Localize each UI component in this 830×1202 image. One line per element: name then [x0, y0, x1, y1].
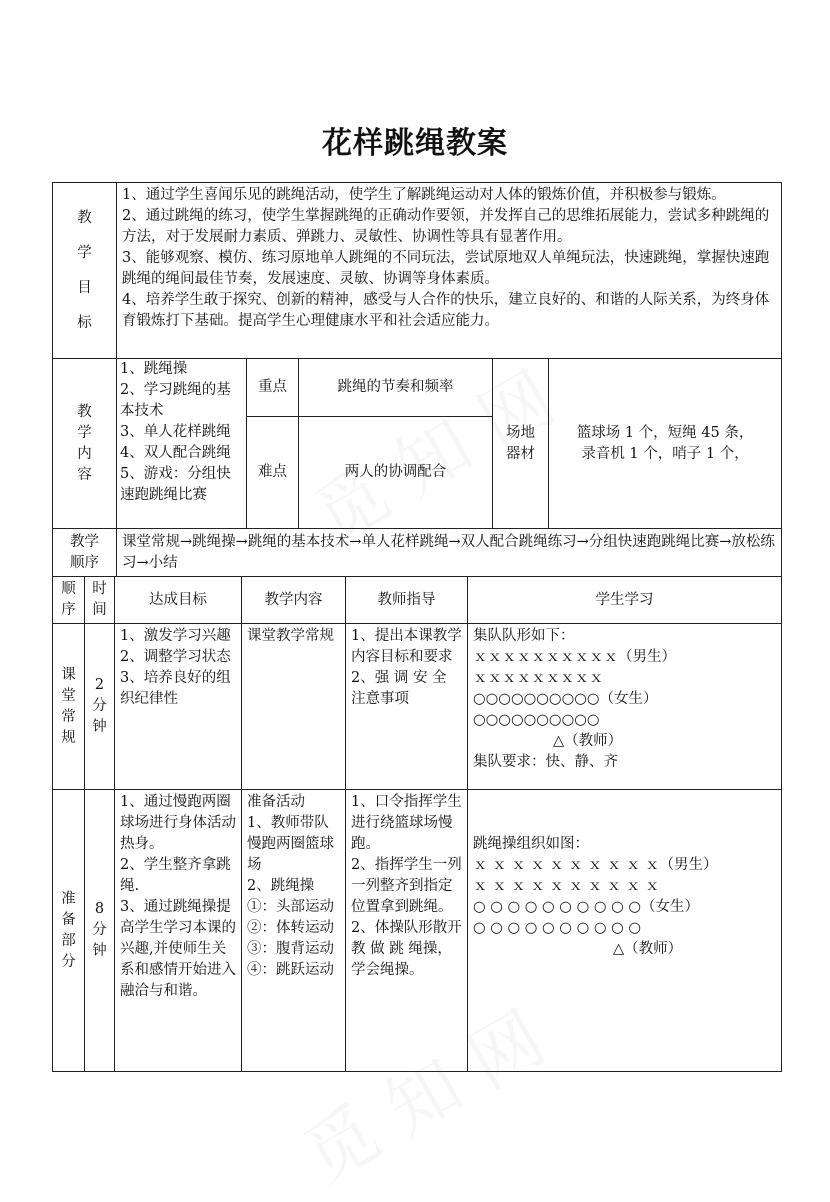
procedure-table — [52, 576, 782, 1072]
col-goal: 达成目标 — [115, 577, 242, 624]
section-time: 8 分 钟 — [85, 790, 115, 1072]
difficulty: 两人的协调配合 — [299, 417, 493, 529]
content-cell: 准备活动 1、教师带队慢跑两圈篮球场 2、跳绳操 ①：头部运动 ②：体转运动 ③：腹背运动 ④：跳跃运动 — [242, 790, 346, 1072]
col-order: 顺 序 — [53, 577, 85, 624]
difficulty-label: 难点 — [247, 417, 299, 529]
goal-cell: 1、激发学习兴趣 2、调整学习状态 3、培养良好的组织纪律性 — [115, 624, 242, 790]
col-time: 时 间 — [85, 577, 115, 624]
venue-label: 场地 器材 — [493, 359, 549, 529]
section-label: 课 堂 常 规 — [53, 624, 85, 790]
lesson-plan-table — [52, 182, 782, 577]
key-point-label: 重点 — [247, 359, 299, 417]
col-content: 教学内容 — [242, 577, 346, 624]
objectives-label: 教 学 目 标 — [53, 183, 117, 359]
table-row — [53, 790, 782, 1072]
goal-cell: 1、通过慢跑两圈球场进行身体活动热身。 2、学生整齐拿跳绳. 3、通过跳绳操提高学生学习本课的兴趣,并使师生关系和感情开始进入融洽与和谐。 — [115, 790, 242, 1072]
venue-equipment: 篮球场 1 个，短绳 45 条， 录音机 1 个，哨子 1 个， — [549, 359, 782, 529]
page-title: 花样跳绳教案 — [322, 126, 508, 161]
section-time: 2 分 钟 — [85, 624, 115, 790]
sequence-label: 教学 顺序 — [53, 529, 117, 577]
key-point: 跳绳的节奏和频率 — [299, 359, 493, 417]
teacher-cell: 1、口令指挥学生进行绕篮球场慢跑。 2、指挥学生一列一列整齐到指定位置拿到跳绳。 2、体操队形散开 教 做 跳 绳操，学会绳操。 — [346, 790, 468, 1072]
sequence-text: 课堂常规→跳绳操→跳绳的基本技术→单人花样跳绳→双人配合跳绳练习→分组快速跑跳绳比赛→放松练习→小结 — [117, 529, 782, 577]
objectives-text: 1、通过学生喜闻乐见的跳绳活动，使学生了解跳绳运动对人体的锻炼价值，并积极参与锻炼。 2、通过跳绳的练习，使学生掌握跳绳的正确动作要领，并发挥自己的思维拓展能力，尝试多种跳绳的方法，对于发展耐力素质、弹跳力、灵敏性、协调性等具有显著作用。 3、能够观察、模仿、练习原地单人跳绳的不同玩法，尝试原地双人单绳玩法，快速跳绳，掌握快速跑跳绳的绳间最佳节奏，发展速度、灵敏、协调等身体素质。 4、培养学生敢于探究、创新的精神，感受与人合作的快乐，建立良好的、和谐的人际关系，为终身体育锻炼打下基础。提高学生心理健康水平和社会适应能力。 — [117, 183, 782, 359]
col-student: 学生学习 — [468, 577, 782, 624]
content-cell: 课堂教学常规 — [242, 624, 346, 790]
teacher-cell: 1、提出本课教学内容目标和要求 2、强 调 安 全 注意事项 — [346, 624, 468, 790]
section-label: 准 备 部 分 — [53, 790, 85, 1072]
content-label: 教 学 内 容 — [53, 359, 117, 529]
student-cell: 跳绳操组织如图： ｘ ｘ ｘ ｘ ｘ ｘ ｘ ｘ ｘ ｘ（男生） ｘ ｘ ｘ ｘ ｘ ｘ ｘ ｘ ｘ ｘ ○ ○ ○ ○ ○ ○ ○ ○ ○ ○（女生） ○ ○ ○ ○ ○ ○ ○ ○ ○ ○ △（教师） — [468, 790, 782, 1072]
table-row — [53, 624, 782, 790]
content-items: 1、跳绳操 2、学习跳绳的基本技术 3、单人花样跳绳 4、双人配合跳绳 5、游戏：分组快速跑跳绳比赛 — [117, 359, 247, 529]
student-cell: 集队队形如下： ｘｘｘｘｘｘｘｘｘｘ（男生） ｘｘｘｘｘｘｘｘｘ ○○○○○○○○○○（女生） ○○○○○○○○○○ △（教师） 集队要求：快、静、齐 — [468, 624, 782, 790]
col-teacher: 教师指导 — [346, 577, 468, 624]
